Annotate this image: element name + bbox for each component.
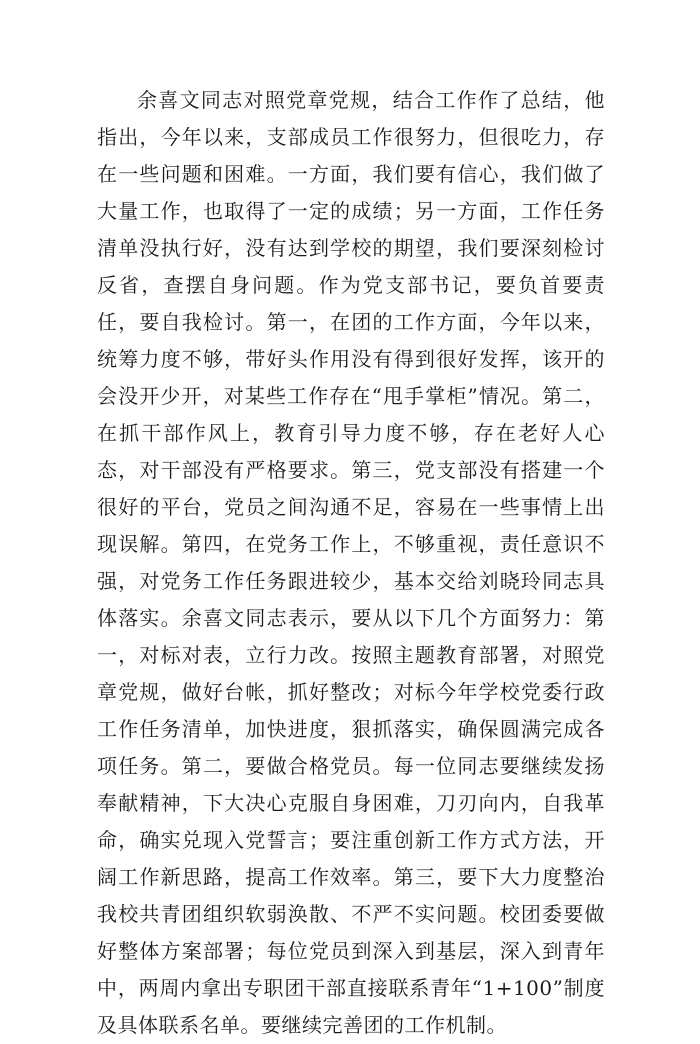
- body-paragraph: 余喜文同志对照党章党规，结合工作作了总结，他指出，今年以来，支部成员工作很努力，但很吃力，存在一些问题和困难。一方面，我们要有信心，我们做了大量工作，也取得了一定的成绩；另一方面，工作任务清单没执行好，没有达到学校的期望，我们要深刻检讨反省，查摆自身问题。作为党支部书记，要负首要责任，要自我检讨。第一，在团的工作方面，今年以来，统筹力度不够，带好头作用没有得到很好发挥，该开的会没开少开，对某些工作存在“甩手掌柜”情况。第二，在抓干部作风上，教育引导力度不够，存在老好人心态，对干部没有严格要求。第三，党支部没有搭建一个很好的平台，党员之间沟通不足，容易在一些事情上出现误解。第四，在党务工作上，不够重视，责任意识不强，对党务工作任务跟进较少，基本交给刘晓玲同志具体落实。余喜文同志表示，要从以下几个方面努力：第一，对标对表，立行力改。按照主题教育部署，对照党章党规，做好台帐，抓好整改；对标今年学校党委行政工作任务清单，加快进度，狠抓落实，确保圆满完成各项任务。第二，要做合格党员。每一位同志要继续发扬奉献精神，下大决心克服自身困难，刀刃向内，自我革命，确实兑现入党誓言；要注重创新工作方式方法，开阔工作新思路，提高工作效率。第三，要下大力度整治我校共青团组织软弱涣散、不严不实问题。校团委要做好整体方案部署；每位党员到深入到基层，深入到青年中，两周内拿出专职团干部直接联系青年“1+100”制度及具体联系名单。要继续完善团的工作机制。: [97, 88, 605, 1037]
